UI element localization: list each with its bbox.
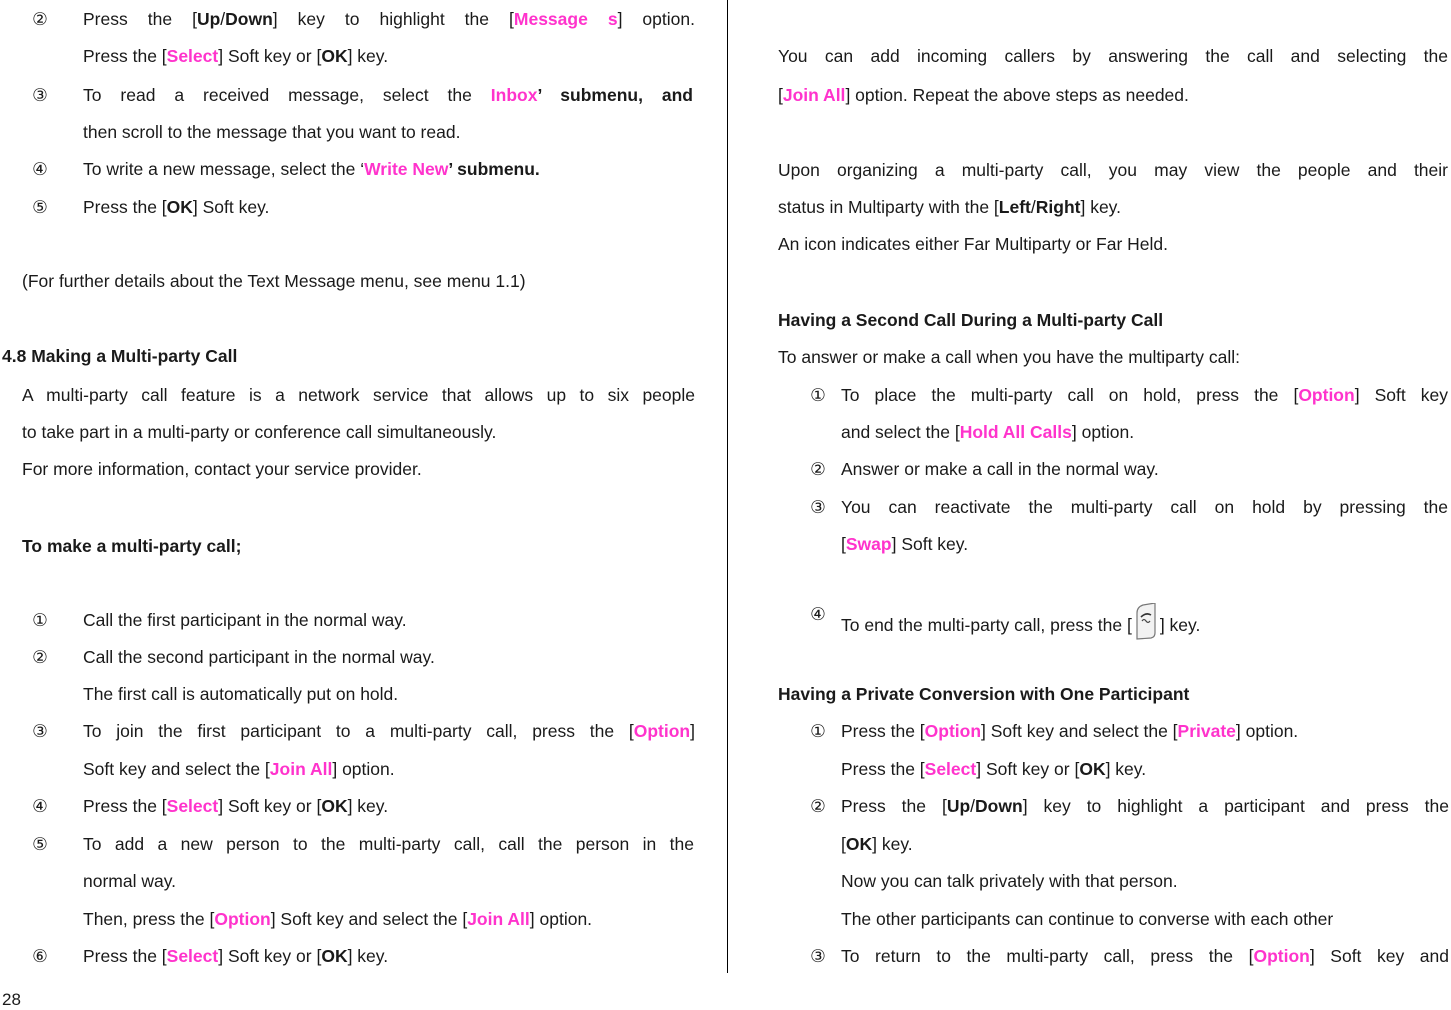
paragraph-text: [Join All] option. Repeat the above steps as needed. [778,85,1189,105]
step-number: ① [32,610,48,630]
paragraph-text: To answer or make a call when you have the multiparty call: [778,347,1241,367]
section-heading: Having a Private Conversion with One Participant [778,684,1190,704]
step-text: To add a new person to the multi-party call, call the person in the [83,834,694,854]
step-number: ③ [810,497,826,517]
step-text: Now you can talk privately with that person. [841,871,1178,891]
paragraph-text: Upon organizing a multi-party call, you may view the people and their [778,160,1448,180]
further-details-note: (For further details about the Text Message menu, see menu 1.1) [22,271,526,291]
end-call-key-icon [1133,603,1159,641]
step-text: and select the [Hold All Calls] option. [841,422,1135,442]
step-text: To return to the multi-party call, press the [Option] Soft key and [841,946,1449,966]
paragraph-text: An icon indicates either Far Multiparty or Far Held. [778,234,1169,254]
step-number: ③ [810,946,826,966]
step-text: To place the multi-party call on hold, press the [Option] Soft key [841,385,1448,405]
step-text: The other participants can continue to converse with each other [841,909,1334,929]
step-number: ② [32,9,48,29]
paragraph-text: status in Multiparty with the [Left/Right] key. [778,197,1121,217]
step-number: ⑤ [32,834,48,854]
step-text: Press the [Option] Soft key and select the [Private] option. [841,721,1299,741]
step-number: ⑥ [32,946,48,966]
step-number: ④ [32,159,48,179]
step-number: ④ [810,604,826,624]
step-text: To read a received message, select the Inbox’ submenu, and [83,85,693,105]
step-number: ② [810,459,826,479]
step-number: ③ [32,721,48,741]
step-text: then scroll to the message that you want to read. [83,122,461,142]
step-text: Press the [Up/Down] key to highlight the [Message s] option. [83,9,695,29]
step-text: Press the [Select] Soft key or [OK] key. [83,796,389,816]
step-text: Call the first participant in the normal way. [83,610,407,630]
step-text: Press the [Up/Down] key to highlight a participant and press the [841,796,1449,816]
step-number: ⑤ [32,197,48,217]
step-text: To end the multi-party call, press the [ ] key. [841,603,1200,641]
step-text: Then, press the [Option] Soft key and select the [Join All] option. [83,909,593,929]
paragraph-text: A multi-party call feature is a network service that allows up to six people [22,385,695,405]
section-heading: 4.8 Making a Multi-party Call [2,346,238,366]
paragraph-text: You can add incoming callers by answering the call and selecting the [778,46,1448,66]
step-text: [Swap] Soft key. [841,534,969,554]
step-text: Press the [Select] Soft key or [OK] key. [83,946,389,966]
section-heading: Having a Second Call During a Multi-party Call [778,310,1164,330]
step-number: ① [810,721,826,741]
step-text: To write a new message, select the ‘Write New’ submenu. [83,159,540,179]
column-divider [727,0,728,973]
paragraph-text: to take part in a multi-party or conference call simultaneously. [22,422,497,442]
step-number: ① [810,385,826,405]
step-text: Press the [Select] Soft key or [OK] key. [841,759,1147,779]
step-text: Press the [Select] Soft key or [OK] key. [83,46,389,66]
subsection-heading: To make a multi-party call; [22,536,242,556]
step-text: Press the [OK] Soft key. [83,197,270,217]
step-number: ② [810,796,826,816]
step-number: ③ [32,85,48,105]
step-text: The first call is automatically put on hold. [83,684,399,704]
step-text: Answer or make a call in the normal way. [841,459,1159,479]
step-text: Soft key and select the [Join All] option. [83,759,395,779]
paragraph-text: For more information, contact your service provider. [22,459,422,479]
step-text: To join the first participant to a multi-party call, press the [Option] [83,721,695,741]
step-text: You can reactivate the multi-party call on hold by pressing the [841,497,1448,517]
step-number: ④ [32,796,48,816]
step-text: Call the second participant in the normal way. [83,647,435,667]
step-text: normal way. [83,871,177,891]
step-number: ② [32,647,48,667]
page-number: 28 [2,990,21,1009]
step-text: [OK] key. [841,834,913,854]
